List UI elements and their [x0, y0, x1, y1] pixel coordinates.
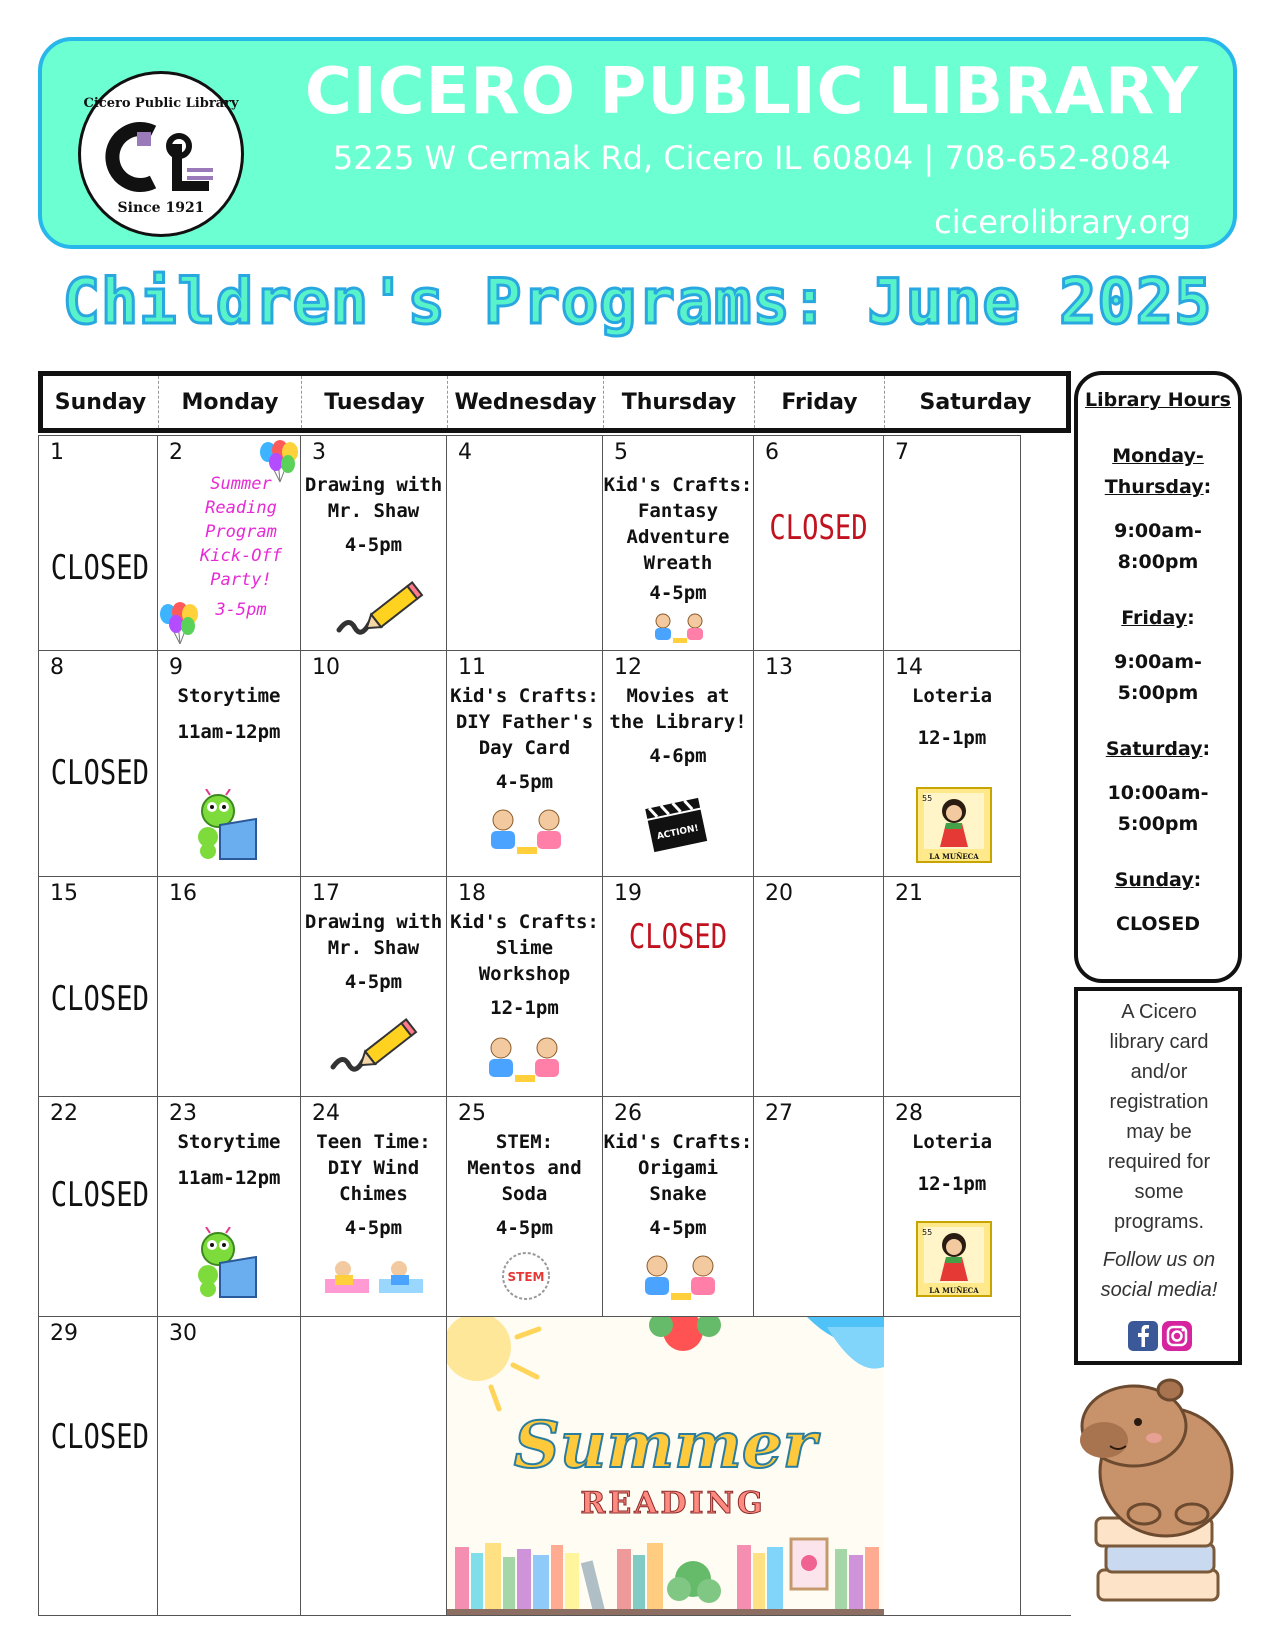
day-number: 29	[50, 1321, 78, 1346]
hours-fri-time-2: 5:00pm	[1117, 682, 1199, 704]
day-number: 8	[50, 655, 64, 680]
weekday-wednesday: Wednesday	[448, 376, 604, 428]
day-number: 23	[169, 1101, 197, 1126]
event-time: 12-1pm	[917, 1173, 987, 1195]
svg-text:55: 55	[922, 1228, 933, 1237]
event-title: Kid's Crafts: Fantasy Adventure Wreath	[603, 474, 753, 574]
event-time: 4-5pm	[344, 534, 403, 556]
day-number: 20	[765, 881, 793, 906]
event-time: 4-5pm	[344, 971, 403, 993]
event-title: Kid's Crafts: Slime Workshop	[450, 911, 599, 985]
day-cell-23[interactable]	[158, 1096, 301, 1316]
event-title: Drawing with Mr. Shaw	[304, 911, 443, 959]
bookworm-icon	[194, 1227, 260, 1299]
day-cell-19[interactable]	[603, 876, 754, 1096]
clapperboard-icon	[643, 795, 709, 853]
day-cell-27[interactable]	[754, 1096, 884, 1316]
capybara-on-books-illustration	[1074, 1368, 1244, 1614]
day-number: 12	[614, 655, 642, 680]
day-cell-9[interactable]	[158, 650, 301, 876]
hours-sun-time: CLOSED	[1116, 913, 1200, 935]
day-number: 30	[169, 1321, 197, 1346]
hours-mt-time-2: 8:00pm	[1117, 551, 1199, 573]
library-address: 5225 W Cermak Rd, Cicero IL 60804 | 708-652-8084	[332, 139, 1172, 177]
event-time: 4-5pm	[649, 1217, 707, 1239]
day-number: 21	[895, 881, 923, 906]
day-cell-3[interactable]	[301, 435, 447, 650]
logo-bottom-text: Since 1921	[117, 200, 205, 216]
day-number: 16	[169, 881, 197, 906]
event-title: Kid's Crafts: DIY Father's Day Card	[450, 685, 599, 759]
closed-label: CLOSED	[50, 979, 150, 1019]
weekday-friday: Friday	[755, 376, 885, 428]
event-time: 4-6pm	[649, 745, 707, 767]
kids-crafting-icon	[637, 1253, 725, 1305]
bookworm-icon	[194, 789, 260, 861]
weekday-tuesday: Tuesday	[302, 376, 448, 428]
day-number: 2	[169, 440, 183, 465]
hours-mt-time-1: 9:00am-	[1114, 520, 1202, 542]
kids-crafting-icon	[649, 612, 711, 646]
day-cell-10[interactable]	[301, 650, 447, 876]
hours-sat-time-1: 10:00am-	[1107, 782, 1209, 804]
event-time: 11am-12pm	[177, 1167, 281, 1189]
day-cell-11[interactable]	[447, 650, 603, 876]
day-number: 18	[458, 881, 486, 906]
day-cell-30[interactable]	[158, 1316, 301, 1616]
hours-mt-label-2: Thursday:	[1104, 476, 1212, 498]
library-website-link[interactable]: cicerolibrary.org	[934, 203, 1191, 241]
summer-reading-illustration	[447, 1317, 884, 1615]
day-number: 3	[312, 440, 326, 465]
day-number: 7	[895, 440, 909, 465]
closed-label: CLOSED	[50, 1417, 150, 1457]
stem-badge-icon	[501, 1251, 551, 1301]
library-hours-panel	[1074, 371, 1242, 983]
logo-top-text: Cicero Public Library	[83, 96, 239, 111]
balloons-icon	[158, 600, 200, 646]
day-number: 14	[895, 655, 923, 680]
day-number: 1	[50, 440, 64, 465]
event-time: 4-5pm	[495, 1217, 554, 1239]
loteria-card-icon	[916, 787, 992, 863]
day-cell-26[interactable]	[603, 1096, 754, 1316]
hours-sat-label: Saturday:	[1105, 738, 1211, 760]
event-title: Storytime	[177, 685, 281, 707]
empty-cell	[884, 1316, 1021, 1616]
library-name: CICERO PUBLIC LIBRARY	[304, 55, 1200, 129]
weekday-sunday: Sunday	[43, 376, 159, 428]
svg-text:Summer: Summer	[513, 1408, 817, 1483]
day-cell-24[interactable]	[301, 1096, 447, 1316]
event-time: 3-5pm	[215, 600, 267, 620]
weekday-monday: Monday	[159, 376, 302, 428]
hours-fri-time-1: 9:00am-	[1114, 651, 1202, 673]
svg-text:STEM: STEM	[507, 1270, 545, 1284]
day-number: 15	[50, 881, 78, 906]
day-number: 5	[614, 440, 628, 465]
closed-label: CLOSED	[769, 508, 868, 548]
hours-sun-label: Sunday:	[1114, 869, 1202, 891]
day-number: 6	[765, 440, 779, 465]
calendar	[38, 371, 1071, 1616]
page-title: Children's Programs: June 2025	[62, 265, 1213, 338]
day-cell-21[interactable]	[884, 876, 1021, 1096]
empty-cell	[301, 1316, 447, 1616]
svg-text:LA MUÑECA: LA MUÑECA	[929, 852, 979, 861]
event-title: Loteria	[911, 1131, 993, 1153]
day-cell-2[interactable]	[158, 435, 301, 650]
note-text: A Cicero library card and/or registration may be required for some programs.	[1107, 1001, 1211, 1233]
event-time: 4-5pm	[344, 1217, 403, 1239]
day-cell-20[interactable]	[754, 876, 884, 1096]
closed-label: CLOSED	[628, 917, 728, 957]
kids-crafting-icon	[483, 807, 571, 859]
event-time: 4-5pm	[495, 771, 554, 793]
loteria-card-icon	[916, 1221, 992, 1297]
hours-sat-time-2: 5:00pm	[1117, 813, 1199, 835]
hours-fri-label: Friday:	[1121, 607, 1195, 629]
event-title: Loteria	[911, 685, 993, 707]
day-number: 22	[50, 1101, 78, 1126]
closed-label: CLOSED	[50, 548, 150, 588]
day-cell-6[interactable]	[754, 435, 884, 650]
event-title: Teen Time: DIY Wind Chimes	[316, 1131, 431, 1205]
pencil-icon	[335, 570, 425, 640]
day-number: 9	[169, 655, 183, 680]
event-time: 12-1pm	[917, 727, 987, 749]
svg-text:READING: READING	[580, 1486, 766, 1521]
calendar-grid	[38, 435, 1071, 1616]
weekday-saturday: Saturday	[919, 389, 1032, 415]
kids-crafting-icon	[481, 1035, 569, 1087]
day-cell-8[interactable]	[39, 650, 158, 876]
hours-title: Library Hours	[1085, 389, 1231, 411]
day-cell-14[interactable]	[884, 650, 1021, 876]
library-card-note	[1074, 987, 1242, 1365]
follow-text: Follow us on social media!	[1100, 1249, 1218, 1301]
day-number: 19	[614, 881, 642, 906]
day-cell-4[interactable]	[447, 435, 603, 650]
day-number: 28	[895, 1101, 923, 1126]
day-cell-12[interactable]	[603, 650, 754, 876]
day-cell-18[interactable]	[447, 876, 603, 1096]
day-number: 27	[765, 1101, 793, 1126]
facebook-icon[interactable]	[1128, 1321, 1158, 1351]
event-time: 4-5pm	[649, 582, 707, 604]
day-cell-13[interactable]	[754, 650, 884, 876]
event-title: Movies at the Library!	[609, 685, 747, 733]
day-number: 25	[458, 1101, 486, 1126]
closed-label: CLOSED	[50, 753, 150, 793]
event-title: Storytime	[177, 1131, 281, 1153]
instagram-icon[interactable]	[1162, 1321, 1192, 1351]
day-cell-1[interactable]	[39, 435, 158, 650]
day-number: 26	[614, 1101, 642, 1126]
library-logo	[78, 71, 244, 237]
day-cell-16[interactable]	[158, 876, 301, 1096]
svg-text:LA MUÑECA: LA MUÑECA	[929, 1286, 979, 1295]
event-time: 11am-12pm	[177, 721, 281, 743]
event-title: Drawing with Mr. Shaw	[304, 474, 443, 522]
day-cell-28[interactable]	[884, 1096, 1021, 1316]
weekday-thursday: Thursday	[604, 376, 755, 428]
day-cell-22[interactable]	[39, 1096, 158, 1316]
event-title: STEM: Mentos and Soda	[467, 1131, 582, 1205]
event-title: Kid's Crafts: Origami Snake	[603, 1131, 753, 1205]
day-number: 11	[458, 655, 486, 680]
summer-reading-art	[447, 1316, 884, 1615]
teens-crafting-icon	[323, 1257, 427, 1297]
day-cell-7[interactable]	[884, 435, 1021, 650]
day-cell-15[interactable]	[39, 876, 158, 1096]
weekday-header	[38, 371, 1071, 433]
event-title: Summer Reading Program Kick-Off Party!	[200, 474, 282, 590]
day-number: 17	[312, 881, 340, 906]
svg-text:ACTION!: ACTION!	[656, 823, 700, 843]
day-number: 10	[312, 655, 340, 680]
pencil-icon	[329, 1007, 419, 1077]
day-number: 13	[765, 655, 793, 680]
day-cell-5[interactable]	[603, 435, 754, 650]
day-number: 4	[458, 440, 472, 465]
header-banner	[38, 37, 1237, 249]
closed-label: CLOSED	[50, 1175, 150, 1215]
day-number: 24	[312, 1101, 340, 1126]
day-cell-29[interactable]	[39, 1316, 158, 1616]
svg-text:55: 55	[922, 794, 933, 803]
day-cell-17[interactable]	[301, 876, 447, 1096]
event-time: 12-1pm	[490, 997, 559, 1019]
hours-mt-label-1: Monday-	[1112, 445, 1204, 467]
day-cell-25[interactable]	[447, 1096, 603, 1316]
